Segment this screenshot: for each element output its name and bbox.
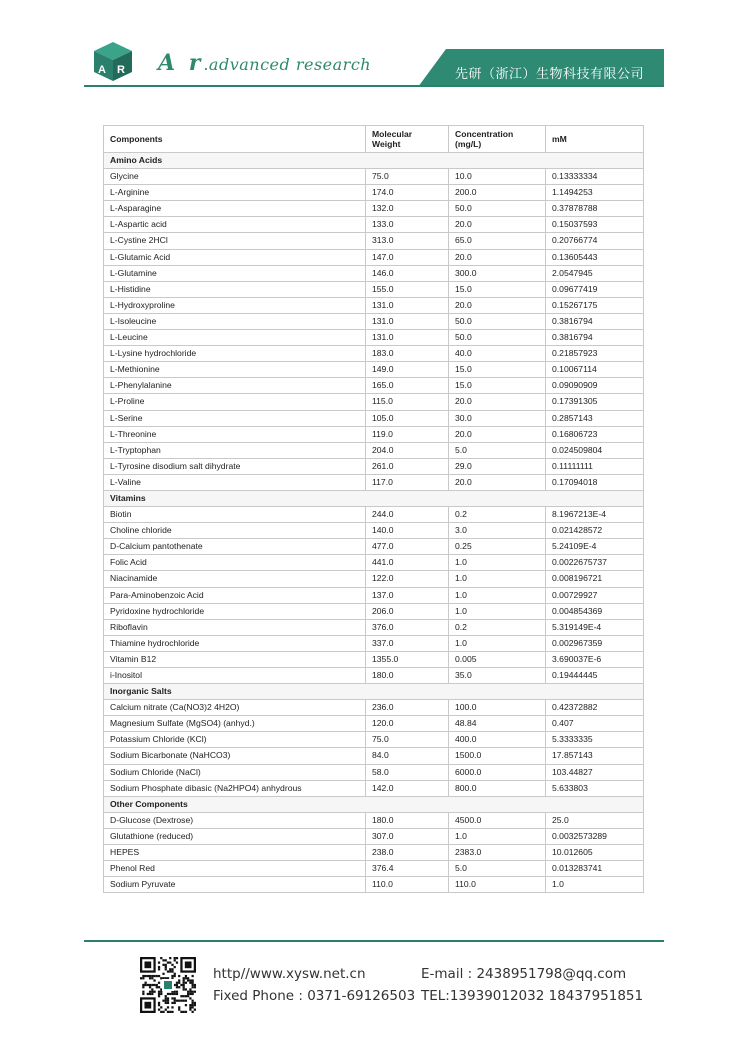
concentration: 1.0 (449, 635, 546, 651)
component-name: Riboflavin (104, 619, 366, 635)
section-row (104, 153, 644, 169)
concentration: 30.0 (449, 410, 546, 426)
molecular-weight: 174.0 (366, 185, 449, 201)
table-row (104, 394, 644, 410)
molecular-weight: 120.0 (366, 716, 449, 732)
concentration: 50.0 (449, 330, 546, 346)
mm-value: 0.3816794 (546, 313, 644, 329)
section-row (104, 490, 644, 506)
concentration: 1.0 (449, 587, 546, 603)
table-row (104, 619, 644, 635)
table-row (104, 539, 644, 555)
table-row (104, 249, 644, 265)
molecular-weight: 75.0 (366, 732, 449, 748)
mm-value: 0.13333334 (546, 169, 644, 185)
table-row (104, 845, 644, 861)
component-name: Potassium Chloride (KCl) (104, 732, 366, 748)
table-row (104, 185, 644, 201)
concentration: 200.0 (449, 185, 546, 201)
table-row (104, 217, 644, 233)
component-name: Phenol Red (104, 861, 366, 877)
component-name: L-Phenylalanine (104, 378, 366, 394)
table-row (104, 169, 644, 185)
molecular-weight: 1355.0 (366, 651, 449, 667)
concentration: 48.84 (449, 716, 546, 732)
molecular-weight: 337.0 (366, 635, 449, 651)
mm-value: 8.1967213E-4 (546, 507, 644, 523)
table-row (104, 458, 644, 474)
concentration: 0.2 (449, 507, 546, 523)
molecular-weight: 131.0 (366, 330, 449, 346)
table-row (104, 362, 644, 378)
table-row (104, 313, 644, 329)
table-row (104, 233, 644, 249)
table-row (104, 523, 644, 539)
molecular-weight: 110.0 (366, 877, 449, 893)
mm-value: 0.10067114 (546, 362, 644, 378)
concentration: 29.0 (449, 458, 546, 474)
header-concentration: Concentration (mg/L) (449, 126, 546, 153)
brand-initials: A r (158, 50, 204, 76)
table-row (104, 555, 644, 571)
footer-divider (84, 940, 664, 942)
concentration: 20.0 (449, 394, 546, 410)
table-row (104, 732, 644, 748)
components-table (103, 125, 644, 893)
mm-value: 0.0032573289 (546, 828, 644, 844)
component-name: L-Threonine (104, 426, 366, 442)
table-row (104, 603, 644, 619)
component-name: Thiamine hydrochloride (104, 635, 366, 651)
molecular-weight: 75.0 (366, 169, 449, 185)
molecular-weight: 307.0 (366, 828, 449, 844)
component-name: L-Cystine 2HCl (104, 233, 366, 249)
molecular-weight: 180.0 (366, 668, 449, 684)
component-name: Sodium Phosphate dibasic (Na2HPO4) anhydrous (104, 780, 366, 796)
concentration: 10.0 (449, 169, 546, 185)
component-name: L-Glutamine (104, 265, 366, 281)
component-name: L-Tyrosine disodium salt dihydrate (104, 458, 366, 474)
table-body (104, 153, 644, 893)
component-name: Sodium Chloride (NaCl) (104, 764, 366, 780)
table-row (104, 297, 644, 313)
mm-value: 10.012605 (546, 845, 644, 861)
component-name: Folic Acid (104, 555, 366, 571)
table-row (104, 716, 644, 732)
component-name: L-Methionine (104, 362, 366, 378)
component-name: L-Aspartic acid (104, 217, 366, 233)
section-title: Vitamins (104, 490, 644, 506)
component-name: L-Asparagine (104, 201, 366, 217)
molecular-weight: 133.0 (366, 217, 449, 233)
mm-value: 0.09090909 (546, 378, 644, 394)
concentration: 1500.0 (449, 748, 546, 764)
concentration: 1.0 (449, 555, 546, 571)
mm-value: 0.0022675737 (546, 555, 644, 571)
component-name: Vitamin B12 (104, 651, 366, 667)
table-row (104, 281, 644, 297)
table-row (104, 442, 644, 458)
molecular-weight: 117.0 (366, 474, 449, 490)
molecular-weight: 244.0 (366, 507, 449, 523)
molecular-weight: 155.0 (366, 281, 449, 297)
concentration: 1.0 (449, 571, 546, 587)
svg-text:A: A (98, 64, 106, 76)
component-name: Choline chloride (104, 523, 366, 539)
concentration: 50.0 (449, 201, 546, 217)
molecular-weight: 140.0 (366, 523, 449, 539)
concentration: 15.0 (449, 362, 546, 378)
concentration: 1.0 (449, 603, 546, 619)
section-row (104, 796, 644, 812)
concentration: 5.0 (449, 442, 546, 458)
molecular-weight: 147.0 (366, 249, 449, 265)
component-name: Calcium nitrate (Ca(NO3)2 4H2O) (104, 700, 366, 716)
table-row (104, 780, 644, 796)
component-name: L-Tryptophan (104, 442, 366, 458)
table-row (104, 426, 644, 442)
molecular-weight: 119.0 (366, 426, 449, 442)
mm-value: 0.002967359 (546, 635, 644, 651)
mm-value: 0.17391305 (546, 394, 644, 410)
component-name: L-Glutamic Acid (104, 249, 366, 265)
concentration: 100.0 (449, 700, 546, 716)
mm-value: 0.013283741 (546, 861, 644, 877)
table-row (104, 410, 644, 426)
qr-code-icon (140, 957, 196, 1013)
concentration: 15.0 (449, 378, 546, 394)
molecular-weight: 206.0 (366, 603, 449, 619)
section-title: Inorganic Salts (104, 684, 644, 700)
molecular-weight: 183.0 (366, 346, 449, 362)
concentration: 4500.0 (449, 812, 546, 828)
component-name: L-Leucine (104, 330, 366, 346)
concentration: 110.0 (449, 877, 546, 893)
tel-text: TEL:13939012032 18437951851 (421, 988, 644, 1004)
molecular-weight: 58.0 (366, 764, 449, 780)
email-text: E-mail : 2438951798@qq.com (421, 966, 627, 982)
mm-value: 0.3816794 (546, 330, 644, 346)
table-row (104, 764, 644, 780)
concentration: 5.0 (449, 861, 546, 877)
mm-value: 0.42372882 (546, 700, 644, 716)
mm-value: 103.44827 (546, 764, 644, 780)
concentration: 35.0 (449, 668, 546, 684)
brand-tagline: .advanced research (203, 55, 372, 74)
table-row (104, 700, 644, 716)
molecular-weight: 180.0 (366, 812, 449, 828)
molecular-weight: 105.0 (366, 410, 449, 426)
table-row (104, 571, 644, 587)
mm-value: 3.690037E-6 (546, 651, 644, 667)
concentration: 15.0 (449, 281, 546, 297)
table-row (104, 587, 644, 603)
table-row (104, 651, 644, 667)
concentration: 6000.0 (449, 764, 546, 780)
mm-value: 0.21857923 (546, 346, 644, 362)
concentration: 20.0 (449, 426, 546, 442)
svg-text:R: R (117, 64, 125, 76)
concentration: 300.0 (449, 265, 546, 281)
logo-cube-icon (92, 40, 134, 82)
molecular-weight: 115.0 (366, 394, 449, 410)
mm-value: 0.008196721 (546, 571, 644, 587)
concentration: 0.25 (449, 539, 546, 555)
component-name: D-Glucose (Dextrose) (104, 812, 366, 828)
concentration: 50.0 (449, 313, 546, 329)
component-name: L-Proline (104, 394, 366, 410)
header-molecular-weight: Molecular Weight (366, 126, 449, 153)
concentration: 20.0 (449, 249, 546, 265)
mm-value: 0.407 (546, 716, 644, 732)
molecular-weight: 131.0 (366, 313, 449, 329)
table-row (104, 828, 644, 844)
component-name: Magnesium Sulfate (MgSO4) (anhyd.) (104, 716, 366, 732)
section-title: Other Components (104, 796, 644, 812)
molecular-weight: 477.0 (366, 539, 449, 555)
section-title: Amino Acids (104, 153, 644, 169)
table-row (104, 265, 644, 281)
component-name: Niacinamide (104, 571, 366, 587)
molecular-weight: 149.0 (366, 362, 449, 378)
molecular-weight: 204.0 (366, 442, 449, 458)
mm-value: 25.0 (546, 812, 644, 828)
component-name: Para-Aminobenzoic Acid (104, 587, 366, 603)
component-name: Glycine (104, 169, 366, 185)
concentration: 20.0 (449, 474, 546, 490)
component-name: L-Serine (104, 410, 366, 426)
section-row (104, 684, 644, 700)
component-name: i-Inositol (104, 668, 366, 684)
molecular-weight: 313.0 (366, 233, 449, 249)
mm-value: 1.0 (546, 877, 644, 893)
table-row (104, 668, 644, 684)
mm-value: 1.1494253 (546, 185, 644, 201)
molecular-weight: 131.0 (366, 297, 449, 313)
mm-value: 0.15267175 (546, 297, 644, 313)
component-name: Sodium Bicarbonate (NaHCO3) (104, 748, 366, 764)
component-name: Glutathione (reduced) (104, 828, 366, 844)
component-name: L-Valine (104, 474, 366, 490)
mm-value: 0.16806723 (546, 426, 644, 442)
component-name: Pyridoxine hydrochloride (104, 603, 366, 619)
mm-value: 0.17094018 (546, 474, 644, 490)
table-row (104, 861, 644, 877)
molecular-weight: 84.0 (366, 748, 449, 764)
component-name: Biotin (104, 507, 366, 523)
component-name: D-Calcium pantothenate (104, 539, 366, 555)
molecular-weight: 132.0 (366, 201, 449, 217)
mm-value: 5.24109E-4 (546, 539, 644, 555)
component-name: L-Histidine (104, 281, 366, 297)
header-mm: mM (546, 126, 644, 153)
mm-value: 0.09677419 (546, 281, 644, 297)
table-row (104, 378, 644, 394)
header-divider (84, 85, 664, 87)
molecular-weight: 137.0 (366, 587, 449, 603)
mm-value: 5.319149E-4 (546, 619, 644, 635)
mm-value: 0.11111111 (546, 458, 644, 474)
molecular-weight: 376.4 (366, 861, 449, 877)
mm-value: 2.0547945 (546, 265, 644, 281)
concentration: 1.0 (449, 828, 546, 844)
component-name: L-Arginine (104, 185, 366, 201)
mm-value: 5.3333335 (546, 732, 644, 748)
concentration: 20.0 (449, 217, 546, 233)
table-row (104, 474, 644, 490)
table-row (104, 346, 644, 362)
concentration: 400.0 (449, 732, 546, 748)
page-header (0, 0, 751, 100)
table-row (104, 507, 644, 523)
component-name: Sodium Pyruvate (104, 877, 366, 893)
concentration: 0.005 (449, 651, 546, 667)
mm-value: 17.857143 (546, 748, 644, 764)
concentration: 2383.0 (449, 845, 546, 861)
molecular-weight: 122.0 (366, 571, 449, 587)
component-name: L-Hydroxyproline (104, 297, 366, 313)
mm-value: 0.37878788 (546, 201, 644, 217)
table-row (104, 877, 644, 893)
mm-value: 0.021428572 (546, 523, 644, 539)
table-row (104, 201, 644, 217)
table-row (104, 748, 644, 764)
molecular-weight: 142.0 (366, 780, 449, 796)
mm-value: 0.20766774 (546, 233, 644, 249)
concentration: 0.2 (449, 619, 546, 635)
concentration: 65.0 (449, 233, 546, 249)
mm-value: 0.004854369 (546, 603, 644, 619)
table-row (104, 330, 644, 346)
mm-value: 0.2857143 (546, 410, 644, 426)
mm-value: 0.00729927 (546, 587, 644, 603)
component-name: HEPES (104, 845, 366, 861)
concentration: 800.0 (449, 780, 546, 796)
molecular-weight: 441.0 (366, 555, 449, 571)
molecular-weight: 146.0 (366, 265, 449, 281)
header-components: Components (104, 126, 366, 153)
concentration: 3.0 (449, 523, 546, 539)
mm-value: 5.633803 (546, 780, 644, 796)
mm-value: 0.13605443 (546, 249, 644, 265)
molecular-weight: 261.0 (366, 458, 449, 474)
molecular-weight: 238.0 (366, 845, 449, 861)
molecular-weight: 165.0 (366, 378, 449, 394)
fixed-phone-text: Fixed Phone : 0371-69126503 (213, 988, 416, 1004)
component-name: L-Lysine hydrochloride (104, 346, 366, 362)
molecular-weight: 236.0 (366, 700, 449, 716)
concentration: 20.0 (449, 297, 546, 313)
table-header-row (104, 126, 644, 153)
table-row (104, 635, 644, 651)
table-row (104, 812, 644, 828)
molecular-weight: 376.0 (366, 619, 449, 635)
mm-value: 0.15037593 (546, 217, 644, 233)
brand-name (158, 50, 371, 76)
component-name: L-Isoleucine (104, 313, 366, 329)
concentration: 40.0 (449, 346, 546, 362)
mm-value: 0.024509804 (546, 442, 644, 458)
company-name: 先研（浙江）生物科技有限公司 (455, 67, 645, 82)
website-link[interactable]: http//www.xysw.net.cn (213, 966, 366, 982)
mm-value: 0.19444445 (546, 668, 644, 684)
